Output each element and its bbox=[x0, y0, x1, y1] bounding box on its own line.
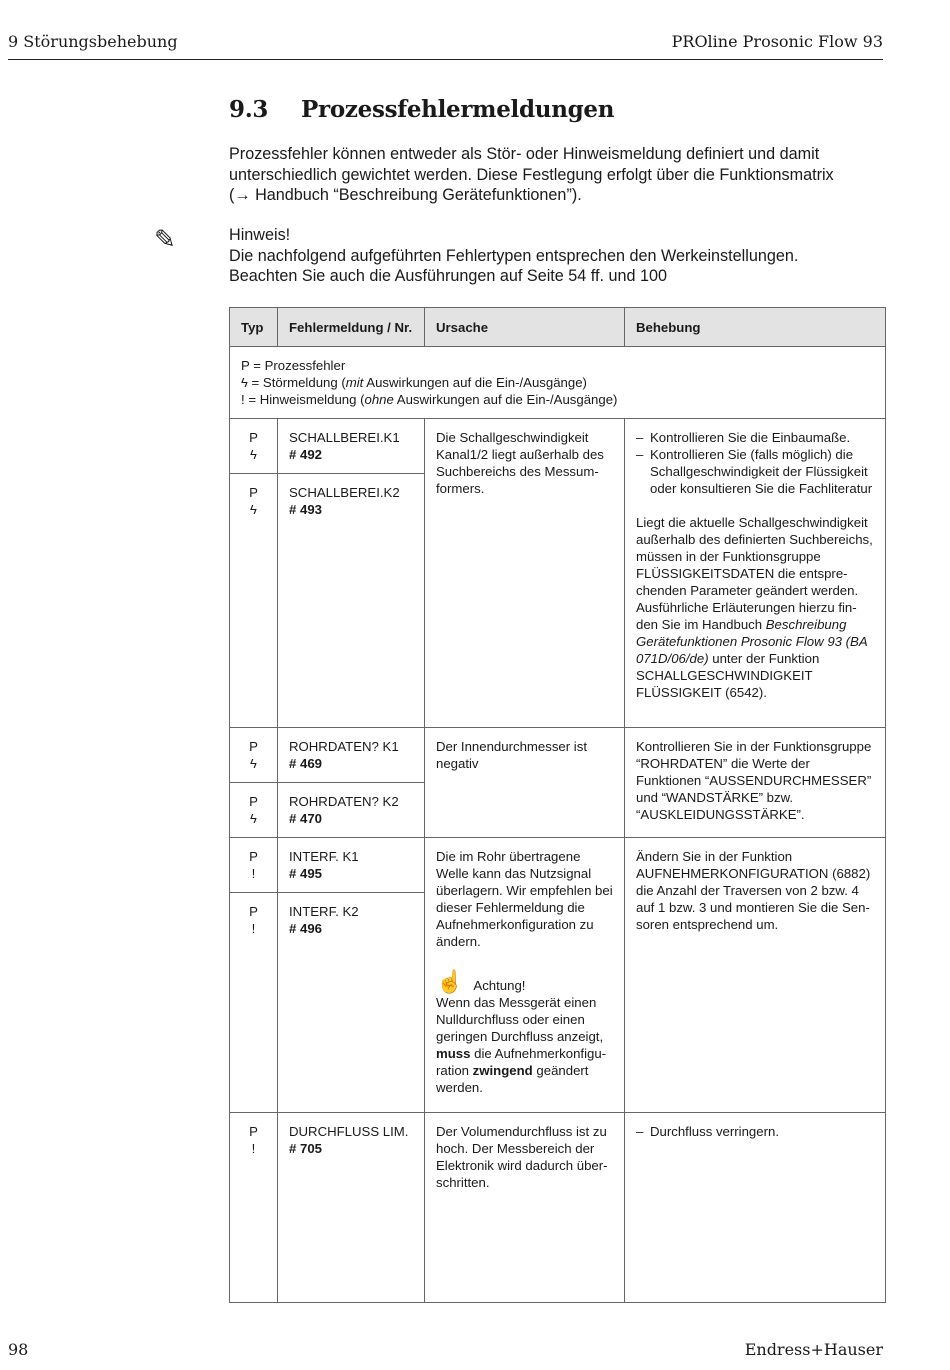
message-cell: ROHRDATEN? K2 # 470 bbox=[278, 783, 425, 838]
fix-cell: – Kontrollieren Sie die Einbaumaße. – Kontrollieren Sie (falls möglich) die Schallgeschwindigkeit der Flüssigkeit oder konsultieren Sie die Fachliteratur Liegt die aktuelle Schallgeschwindigkeit außerhalb des definierten Suchbereichs, müssen in der Funktionsgruppe FLÜSSIGKEITSDATEN die entsprechenden Parameter geändert werden. Ausführliche Erläuterungen hierzu finden Sie im Handbuch Beschreibung Gerätefunktionen Prosonic Flow 93 (BA 071D/06/de) unter der Funktion SCHALLGESCHWINDIGKEIT FLÜSSIGKEIT (6542). bbox=[625, 419, 886, 728]
product-title: PROline Prosonic Flow 93 bbox=[671, 32, 883, 51]
message-cell: DURCHFLUSS LIM. # 705 bbox=[278, 1113, 425, 1303]
cause-cell: Der Volumendurchfluss ist zu hoch. Der Messbereich der Elektronik wird dadurch überschritten. bbox=[425, 1113, 625, 1303]
typ-cell: P ! bbox=[230, 893, 278, 1113]
cause-cell: Die Schallgeschwindigkeit Kanal1/2 liegt außerhalb des Suchbereichs des Messumformers. bbox=[425, 419, 625, 728]
table-row bbox=[230, 419, 886, 474]
table-header-row bbox=[230, 308, 886, 347]
fix-cell: – Durchfluss verringern. bbox=[625, 1113, 886, 1303]
bolt-icon: ϟ bbox=[250, 447, 257, 462]
warning-heading: Achtung! bbox=[473, 978, 526, 993]
intro-paragraph: Prozessfehler können entweder als Stör- oder Hinweismeldung definiert und damit unterschiedlich gewichtet werden. Diese Festlegung erfolgt über die Funktionsmatrix (→ Handbuch “Beschreibung Gerätefunktionen”). bbox=[229, 145, 834, 204]
bolt-icon: ϟ bbox=[250, 756, 257, 771]
fix-cell: Kontrollieren Sie in der Funktionsgruppe “ROHRDATEN” die Werte der Funktionen “AUSSENDURCHMESSER” und “WANDSTÄRKE” bzw. “AUSKLEIDUNGSSTÄRKE”. bbox=[625, 728, 886, 838]
note-block: Hinweis! Die nachfolgend aufgeführten Fehlertypen entsprechen den Werkeinstellungen. Beachten Sie auch die Ausführungen auf Seite 54 ff. und 100 bbox=[229, 225, 889, 287]
header-message: Fehlermeldung / Nr. bbox=[278, 308, 425, 347]
message-cell: INTERF. K1 # 495 bbox=[278, 838, 425, 893]
pencil-note-icon: ✎ bbox=[154, 224, 176, 254]
brand-logo: Endress+Hauser bbox=[744, 1340, 883, 1359]
table-row bbox=[230, 1113, 886, 1303]
cause-cell: Der Innendurchmesser ist negativ bbox=[425, 728, 625, 838]
legend-row bbox=[230, 347, 886, 419]
table-row bbox=[230, 838, 886, 893]
process-error-table bbox=[229, 307, 886, 1303]
typ-cell: P ϟ bbox=[230, 474, 278, 728]
message-cell: SCHALLBEREI.K2 # 493 bbox=[278, 474, 425, 728]
message-cell: ROHRDATEN? K1 # 469 bbox=[278, 728, 425, 783]
header-typ: Typ bbox=[230, 308, 278, 347]
typ-cell: P ϟ bbox=[230, 728, 278, 783]
typ-cell: P ϟ bbox=[230, 419, 278, 474]
page-header bbox=[8, 30, 883, 60]
fix-cell: Ändern Sie in der Funktion AUFNEHMERKONFIGURATION (6882) die Anzahl der Traversen von 2 bzw. 4 auf 1 bzw. 3 und montieren Sie die Sensoren entsprechend um. bbox=[625, 838, 886, 1113]
cause-cell: Die im Rohr übertragene Welle kann das Nutzsignal überlagern. Wir empfehlen bei dieser Fehlermeldung die Aufnehmerkonfiguration zu ändern. ☝ Achtung! Wenn das Messgerät einen Nulldurchfluss oder einen geringen Durchfluss anzeigt, muss die Aufnehmerkonfiguration zwingend geändert werden. bbox=[425, 838, 625, 1113]
chapter-title: 9 Störungsbehebung bbox=[8, 32, 178, 51]
section-heading bbox=[229, 96, 614, 123]
note-heading: Hinweis! bbox=[229, 226, 291, 244]
section-title: Prozessfehlermeldungen bbox=[301, 96, 615, 123]
pointing-hand-icon: ☝ bbox=[436, 969, 464, 994]
typ-cell: P ϟ bbox=[230, 783, 278, 838]
message-cell: SCHALLBEREI.K1 # 492 bbox=[278, 419, 425, 474]
bolt-icon: ϟ bbox=[250, 811, 257, 826]
page-number: 98 bbox=[8, 1340, 29, 1359]
legend-cell: P = Prozessfehler ϟ = Störmeldung (mit Auswirkungen auf die Ein-/Ausgänge) ! = Hinweismeldung (ohne Auswirkungen auf die Ein-/Ausgänge) bbox=[230, 347, 886, 419]
bolt-icon: ϟ bbox=[250, 502, 257, 517]
typ-cell: P ! bbox=[230, 838, 278, 893]
message-cell: INTERF. K2 # 496 bbox=[278, 893, 425, 1113]
section-number: 9.3 bbox=[229, 96, 269, 123]
table-row bbox=[230, 728, 886, 783]
typ-cell: P ! bbox=[230, 1113, 278, 1303]
bolt-icon: ϟ bbox=[241, 375, 248, 390]
header-cause: Ursache bbox=[425, 308, 625, 347]
header-fix: Behebung bbox=[625, 308, 886, 347]
